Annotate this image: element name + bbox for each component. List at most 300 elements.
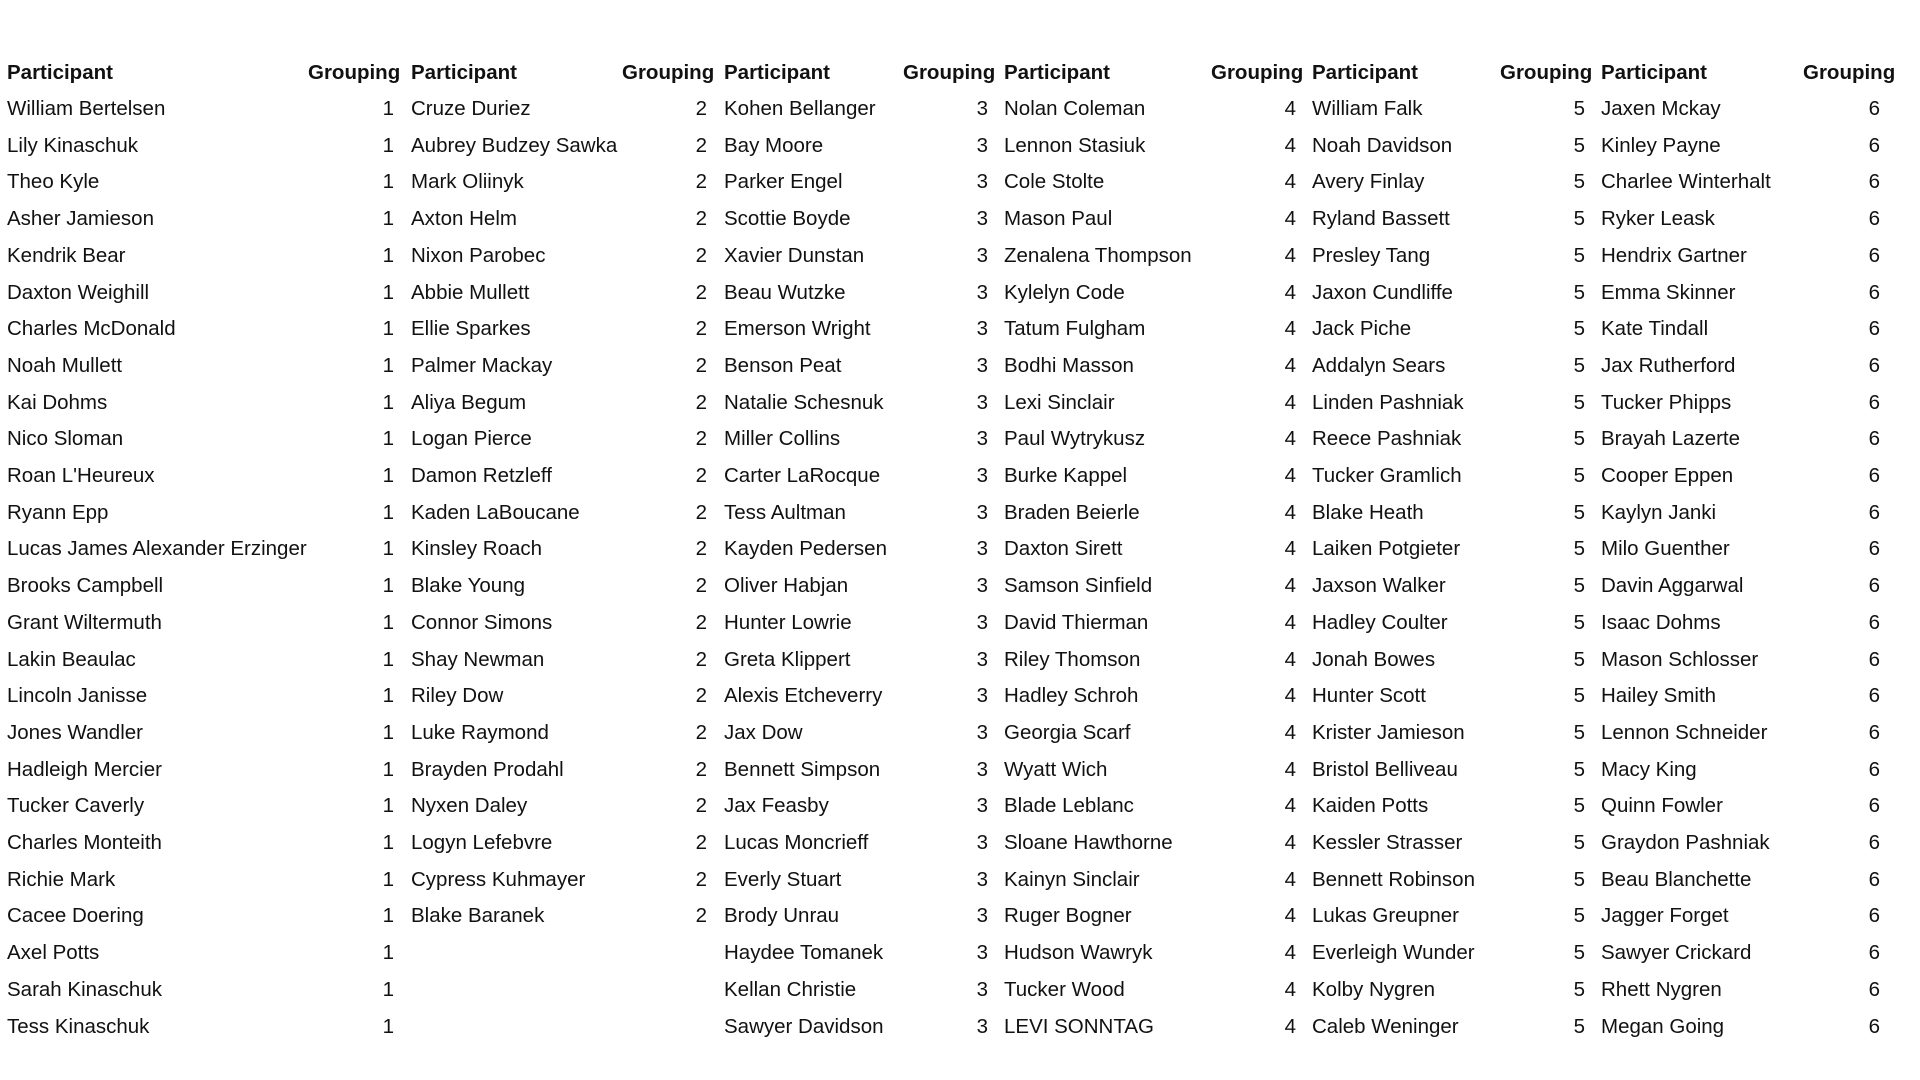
participant-name: Kylelyn Code	[1004, 280, 1125, 304]
participant-name: Ryker Leask	[1601, 207, 1715, 231]
participant-name: Xavier Dunstan	[724, 243, 865, 267]
grouping-number: 3	[976, 464, 988, 487]
participant-name: Beau Wutzke	[724, 280, 846, 304]
grouping-number: 6	[1868, 794, 1880, 818]
grouping-number: 6	[1868, 831, 1880, 854]
participant-name: Tess Aultman	[724, 500, 846, 524]
grouping-number: 6	[1868, 170, 1880, 194]
grouping-number: 5	[1573, 133, 1585, 157]
participant-name: Lincoln Janisse	[7, 684, 148, 708]
grouping-number: 4	[1284, 574, 1296, 598]
participant-name: Connor Simons	[411, 610, 553, 634]
grouping-number: 5	[1573, 867, 1585, 891]
participant-name: Tucker Phipps	[1601, 390, 1732, 414]
grouping-number: 2	[695, 500, 707, 524]
grouping-number: 3	[976, 647, 988, 671]
participant-name: Beau Blanchette	[1601, 867, 1752, 891]
participant-name: Nolan Coleman	[1004, 97, 1146, 120]
participant-name: Lukas Greupner	[1312, 904, 1460, 928]
grouping-number: 5	[1573, 610, 1585, 634]
participant-name: Mason Paul	[1004, 207, 1113, 231]
participant-name: Asher Jamieson	[7, 207, 154, 231]
grouping-number: 6	[1868, 757, 1880, 781]
participant-name: Hunter Lowrie	[724, 610, 852, 634]
grouping-number: 3	[976, 1014, 988, 1038]
grouping-number: 3	[976, 941, 988, 965]
grouping-number: 4	[1284, 427, 1296, 451]
participant-name: Ellie Sparkes	[411, 317, 531, 341]
participant-name: Axel Potts	[7, 941, 100, 965]
grouping-number: 1	[382, 317, 394, 341]
grouping-number: 2	[695, 757, 707, 781]
grouping-number: 5	[1573, 647, 1585, 671]
grouping-number: 6	[1868, 574, 1880, 598]
participant-name: Hadley Coulter	[1312, 610, 1448, 634]
participant-name: Parker Engel	[724, 170, 843, 194]
participant-name: Isaac Dohms	[1601, 610, 1721, 634]
grouping-number: 3	[976, 97, 988, 120]
grouping-number: 2	[695, 464, 707, 487]
participant-name: Carter LaRocque	[724, 464, 881, 487]
grouping-number: 6	[1868, 610, 1880, 634]
grouping-number: 3	[976, 720, 988, 744]
grouping-number: 6	[1868, 684, 1880, 708]
grouping-number: 3	[976, 977, 988, 1001]
grouping-number: 4	[1284, 317, 1296, 341]
participant-name: Nixon Parobec	[411, 243, 546, 267]
grouping-number: 6	[1868, 977, 1880, 1001]
grouping-header: Grouping	[1211, 61, 1304, 84]
grouping-number: 3	[976, 427, 988, 451]
grouping-number: 1	[382, 794, 394, 818]
participant-name: Cacee Doering	[7, 904, 144, 928]
grouping-number: 3	[976, 133, 988, 157]
grouping-number: 1	[382, 904, 394, 928]
participant-name: Lennon Stasiuk	[1004, 133, 1146, 157]
participant-header: Participant	[1601, 61, 1707, 84]
grouping-number: 2	[695, 97, 707, 120]
grouping-number: 3	[976, 684, 988, 708]
grouping-number: 6	[1868, 464, 1880, 487]
participant-name: Damon Retzleff	[411, 464, 552, 487]
participant-name: Kellan Christie	[724, 977, 857, 1001]
participant-name: Kai Dohms	[7, 390, 108, 414]
participant-name: Palmer Mackay	[411, 353, 553, 377]
participant-name: Shay Newman	[411, 647, 545, 671]
grouping-number: 1	[382, 133, 394, 157]
grouping-number: 1	[382, 464, 394, 487]
participant-name: Oliver Habjan	[724, 574, 849, 598]
grouping-number: 2	[695, 353, 707, 377]
participant-name: Bennett Robinson	[1312, 867, 1475, 891]
grouping-number: 3	[976, 207, 988, 231]
grouping-number: 1	[382, 977, 394, 1001]
participant-name: Cypress Kuhmayer	[411, 867, 586, 891]
participant-name: Logyn Lefebvre	[411, 831, 553, 854]
participant-name: Cruze Duriez	[411, 97, 531, 120]
participant-name: Megan Going	[1601, 1014, 1725, 1038]
participant-name: Samson Sinfield	[1004, 574, 1153, 598]
participant-name: Abbie Mullett	[411, 280, 530, 304]
participant-name: Benson Peat	[724, 353, 842, 377]
grouping-number: 1	[382, 170, 394, 194]
participant-name: Braden Beierle	[1004, 500, 1140, 524]
grouping-number: 3	[976, 317, 988, 341]
grouping-number: 1	[382, 831, 394, 854]
grouping-number: 1	[382, 720, 394, 744]
participant-name: Emma Skinner	[1601, 280, 1736, 304]
participant-header: Participant	[1312, 61, 1418, 84]
participant-name: Krister Jamieson	[1312, 720, 1465, 744]
participant-header: Participant	[7, 61, 113, 84]
participant-name: Bay Moore	[724, 133, 824, 157]
participant-name: Natalie Schesnuk	[724, 390, 884, 414]
grouping-number: 3	[976, 867, 988, 891]
participant-name: Macy King	[1601, 757, 1697, 781]
grouping-number: 6	[1868, 207, 1880, 231]
participant-name: Brody Unrau	[724, 904, 840, 928]
participant-name: Mason Schlosser	[1601, 647, 1759, 671]
participant-name: Paul Wytrykusz	[1004, 427, 1146, 451]
grouping-number: 2	[695, 574, 707, 598]
participant-name: Miller Collins	[724, 427, 841, 451]
grouping-number: 5	[1573, 427, 1585, 451]
participant-name: Kainyn Sinclair	[1004, 867, 1140, 891]
grouping-number: 4	[1284, 977, 1296, 1001]
participant-name: Addalyn Sears	[1312, 353, 1446, 377]
participant-name: Lexi Sinclair	[1004, 390, 1115, 414]
grouping-number: 3	[976, 610, 988, 634]
participant-name: Cooper Eppen	[1601, 464, 1734, 487]
participant-name: Graydon Pashniak	[1601, 831, 1770, 854]
grouping-number: 1	[382, 684, 394, 708]
participant-name: Hailey Smith	[1601, 684, 1717, 708]
participant-name: Kinsley Roach	[411, 537, 543, 561]
participant-name: Laiken Potgieter	[1312, 537, 1461, 561]
participant-name: Brooks Campbell	[7, 574, 164, 598]
grouping-number: 3	[976, 831, 988, 854]
participant-name: Bristol Belliveau	[1312, 757, 1458, 781]
participant-name: Grant Wiltermuth	[7, 610, 162, 634]
participant-name: Aubrey Budzey Sawka	[411, 133, 618, 157]
participant-name: Sawyer Crickard	[1601, 941, 1752, 965]
grouping-number: 2	[695, 904, 707, 928]
grouping-number: 3	[976, 904, 988, 928]
grouping-number: 3	[976, 574, 988, 598]
participant-name: Charlee Winterhalt	[1601, 170, 1771, 194]
participant-name: Charles Monteith	[7, 831, 162, 854]
grouping-number: 1	[382, 610, 394, 634]
grouping-number: 5	[1573, 353, 1585, 377]
grouping-number: 2	[695, 684, 707, 708]
participant-name: Jones Wandler	[7, 720, 143, 744]
participant-name: Kaiden Potts	[1312, 794, 1429, 818]
grouping-number: 5	[1573, 757, 1585, 781]
grouping-header: Grouping	[903, 61, 996, 84]
grouping-number: 4	[1284, 684, 1296, 708]
grouping-number: 1	[382, 207, 394, 231]
participant-name: Everly Stuart	[724, 867, 842, 891]
grouping-number: 4	[1284, 647, 1296, 671]
grouping-number: 3	[976, 390, 988, 414]
participant-name: Jaxson Walker	[1312, 574, 1446, 598]
grouping-header: Grouping	[1500, 61, 1593, 84]
grouping-number: 1	[382, 647, 394, 671]
participant-name: Everleigh Wunder	[1312, 941, 1475, 965]
grouping-number: 6	[1868, 390, 1880, 414]
participant-name: Lucas James Alexander Erzinger	[7, 537, 307, 561]
grouping-number: 3	[976, 243, 988, 267]
participant-name: Kate Tindall	[1601, 317, 1709, 341]
grouping-number: 1	[382, 500, 394, 524]
participant-name: Greta Klippert	[724, 647, 851, 671]
participant-name: Lennon Schneider	[1601, 720, 1768, 744]
grouping-number: 5	[1573, 500, 1585, 524]
grouping-header: Grouping	[308, 61, 401, 84]
participant-name: Emerson Wright	[724, 317, 871, 341]
grouping-header: Grouping	[1803, 61, 1896, 84]
grouping-number: 6	[1868, 867, 1880, 891]
participant-name: Ruger Bogner	[1004, 904, 1132, 928]
grouping-number: 1	[382, 867, 394, 891]
participant-name: Bodhi Masson	[1004, 353, 1134, 377]
grouping-number: 6	[1868, 353, 1880, 377]
participant-name: Nyxen Daley	[411, 794, 528, 818]
grouping-number: 2	[695, 831, 707, 854]
grouping-number: 3	[976, 280, 988, 304]
grouping-number: 1	[382, 353, 394, 377]
grouping-number: 4	[1284, 720, 1296, 744]
participant-name: Axton Helm	[411, 207, 517, 231]
participant-name: Lucas Moncrieff	[724, 831, 869, 854]
grouping-number: 3	[976, 170, 988, 194]
grouping-number: 4	[1284, 867, 1296, 891]
grouping-number: 6	[1868, 97, 1880, 120]
grouping-number: 5	[1573, 317, 1585, 341]
participant-name: Aliya Begum	[411, 390, 527, 414]
grouping-number: 5	[1573, 684, 1585, 708]
grouping-number: 1	[382, 243, 394, 267]
participant-name: Hadleigh Mercier	[7, 757, 162, 781]
grouping-number: 4	[1284, 464, 1296, 487]
grouping-number: 5	[1573, 170, 1585, 194]
participant-name: Blake Baranek	[411, 904, 545, 928]
participant-name: Linden Pashniak	[1312, 390, 1464, 414]
grouping-number: 5	[1573, 831, 1585, 854]
participant-name: Bennett Simpson	[724, 757, 881, 781]
grouping-number: 2	[695, 794, 707, 818]
grouping-number: 1	[382, 1014, 394, 1038]
participant-name: Milo Guenther	[1601, 537, 1730, 561]
participant-name: Blake Heath	[1312, 500, 1424, 524]
participant-name: Jagger Forget	[1601, 904, 1729, 928]
participant-name: Brayah Lazerte	[1601, 427, 1741, 451]
participant-name: Nico Sloman	[7, 427, 124, 451]
participant-name: Sloane Hawthorne	[1004, 831, 1173, 854]
grouping-number: 6	[1868, 317, 1880, 341]
participant-name: Kolby Nygren	[1312, 977, 1436, 1001]
participant-name: Tucker Gramlich	[1312, 464, 1462, 487]
participant-name: Tatum Fulgham	[1004, 317, 1146, 341]
participant-name: Hadley Schroh	[1004, 684, 1139, 708]
participant-name: Ryland Bassett	[1312, 207, 1450, 231]
grouping-number: 5	[1573, 390, 1585, 414]
participant-name: Haydee Tomanek	[724, 941, 884, 965]
participant-name: Hunter Scott	[1312, 684, 1426, 708]
grouping-number: 4	[1284, 170, 1296, 194]
participant-name: Jax Dow	[724, 720, 803, 744]
grouping-number: 4	[1284, 207, 1296, 231]
participant-header: Participant	[1004, 61, 1110, 84]
grouping-number: 6	[1868, 720, 1880, 744]
grouping-number: 4	[1284, 610, 1296, 634]
participant-name: Theo Kyle	[7, 170, 100, 194]
participant-name: Ryann Epp	[7, 500, 109, 524]
participant-name: Kendrik Bear	[7, 243, 126, 267]
grouping-number: 5	[1573, 537, 1585, 561]
participant-name: Sawyer Davidson	[724, 1014, 884, 1038]
participant-name: Avery Finlay	[1312, 170, 1425, 194]
grouping-number: 3	[976, 757, 988, 781]
participant-name: Kaylyn Janki	[1601, 500, 1717, 524]
participant-name: Jaxen Mckay	[1601, 97, 1721, 120]
grouping-number: 5	[1573, 464, 1585, 487]
grouping-number: 2	[695, 170, 707, 194]
participant-name: Rhett Nygren	[1601, 977, 1722, 1001]
participant-name: Davin Aggarwal	[1601, 574, 1744, 598]
grouping-number: 4	[1284, 537, 1296, 561]
participant-name: Jonah Bowes	[1312, 647, 1436, 671]
grouping-number: 5	[1573, 1014, 1585, 1038]
participant-name: Blake Young	[411, 574, 526, 598]
grouping-number: 1	[382, 537, 394, 561]
grouping-number: 6	[1868, 1014, 1880, 1038]
grouping-number: 3	[976, 353, 988, 377]
participant-name: LEVI SONNTAG	[1004, 1014, 1154, 1038]
participant-name: Daxton Sirett	[1004, 537, 1123, 561]
grouping-number: 5	[1573, 207, 1585, 231]
participant-header: Participant	[724, 61, 830, 84]
participant-name: Logan Pierce	[411, 427, 532, 451]
participant-name: Mark Oliinyk	[411, 170, 524, 194]
grouping-number: 2	[695, 647, 707, 671]
participant-name: Jack Piche	[1312, 317, 1412, 341]
grouping-number: 4	[1284, 500, 1296, 524]
participant-name: Caleb Weninger	[1312, 1014, 1459, 1038]
grouping-number: 4	[1284, 97, 1296, 120]
participant-name: Jaxon Cundliffe	[1312, 280, 1453, 304]
grouping-number: 1	[382, 427, 394, 451]
grouping-number: 4	[1284, 904, 1296, 928]
grouping-number: 5	[1573, 904, 1585, 928]
grouping-number: 6	[1868, 904, 1880, 928]
grouping-number: 5	[1573, 280, 1585, 304]
grouping-header: Grouping	[622, 61, 715, 84]
participant-name: Riley Thomson	[1004, 647, 1141, 671]
grouping-number: 1	[382, 941, 394, 965]
participant-name: Lakin Beaulac	[7, 647, 136, 671]
grouping-number: 1	[382, 574, 394, 598]
participant-header: Participant	[411, 61, 517, 84]
grouping-number: 5	[1573, 243, 1585, 267]
participant-name: William Bertelsen	[7, 97, 166, 120]
participant-name: Quinn Fowler	[1601, 794, 1723, 818]
participant-name: Hendrix Gartner	[1601, 243, 1747, 267]
participant-name: Zenalena Thompson	[1004, 243, 1192, 267]
grouping-number: 2	[695, 207, 707, 231]
participant-name: Kessler Strasser	[1312, 831, 1463, 854]
participant-name: Burke Kappel	[1004, 464, 1128, 487]
grouping-number: 1	[382, 757, 394, 781]
grouping-number: 4	[1284, 831, 1296, 854]
grouping-number: 2	[695, 133, 707, 157]
participant-name: Luke Raymond	[411, 720, 549, 744]
grouping-number: 1	[382, 280, 394, 304]
grouping-number: 4	[1284, 280, 1296, 304]
grouping-number: 6	[1868, 537, 1880, 561]
participant-name: Richie Mark	[7, 867, 116, 891]
grouping-number: 3	[976, 537, 988, 561]
participant-name: Scottie Boyde	[724, 207, 851, 231]
participant-name: Presley Tang	[1312, 243, 1431, 267]
grouping-number: 2	[695, 390, 707, 414]
grouping-number: 4	[1284, 133, 1296, 157]
grouping-number: 2	[695, 610, 707, 634]
participant-name: Alexis Etcheverry	[724, 684, 883, 708]
participant-name: Kaden LaBoucane	[411, 500, 580, 524]
participant-name: Wyatt Wich	[1004, 757, 1108, 781]
grouping-number: 3	[976, 500, 988, 524]
grouping-number: 2	[695, 537, 707, 561]
grouping-number: 5	[1573, 97, 1585, 120]
grouping-number: 4	[1284, 1014, 1296, 1038]
participant-name: Roan L'Heureux	[7, 464, 155, 487]
participant-name: Charles McDonald	[7, 317, 176, 341]
participant-name: Cole Stolte	[1004, 170, 1105, 194]
participant-name: Reece Pashniak	[1312, 427, 1462, 451]
grouping-number: 2	[695, 280, 707, 304]
participant-name: Kohen Bellanger	[724, 97, 876, 120]
participant-name: Lily Kinaschuk	[7, 133, 139, 157]
grouping-number: 4	[1284, 757, 1296, 781]
grouping-number: 6	[1868, 280, 1880, 304]
participant-name: Noah Davidson	[1312, 133, 1453, 157]
grouping-number: 4	[1284, 794, 1296, 818]
grouping-number: 5	[1573, 794, 1585, 818]
grouping-number: 4	[1284, 390, 1296, 414]
grouping-number: 6	[1868, 243, 1880, 267]
participant-name: Jax Feasby	[724, 794, 829, 818]
participant-name: Noah Mullett	[7, 353, 123, 377]
grouping-number: 5	[1573, 574, 1585, 598]
participant-name: William Falk	[1312, 97, 1423, 120]
participant-name: Brayden Prodahl	[411, 757, 564, 781]
participant-name: Tucker Caverly	[7, 794, 145, 818]
participant-name: Tess Kinaschuk	[7, 1014, 150, 1038]
grouping-number: 4	[1284, 353, 1296, 377]
participant-name: Kinley Payne	[1601, 133, 1721, 157]
grouping-number: 2	[695, 427, 707, 451]
participant-name: Riley Dow	[411, 684, 504, 708]
participant-name: Jax Rutherford	[1601, 353, 1736, 377]
grouping-number: 4	[1284, 243, 1296, 267]
grouping-number: 6	[1868, 500, 1880, 524]
participant-name: Daxton Weighill	[7, 280, 150, 304]
grouping-number: 6	[1868, 427, 1880, 451]
grouping-number: 6	[1868, 647, 1880, 671]
grouping-number: 5	[1573, 941, 1585, 965]
grouping-number: 2	[695, 867, 707, 891]
